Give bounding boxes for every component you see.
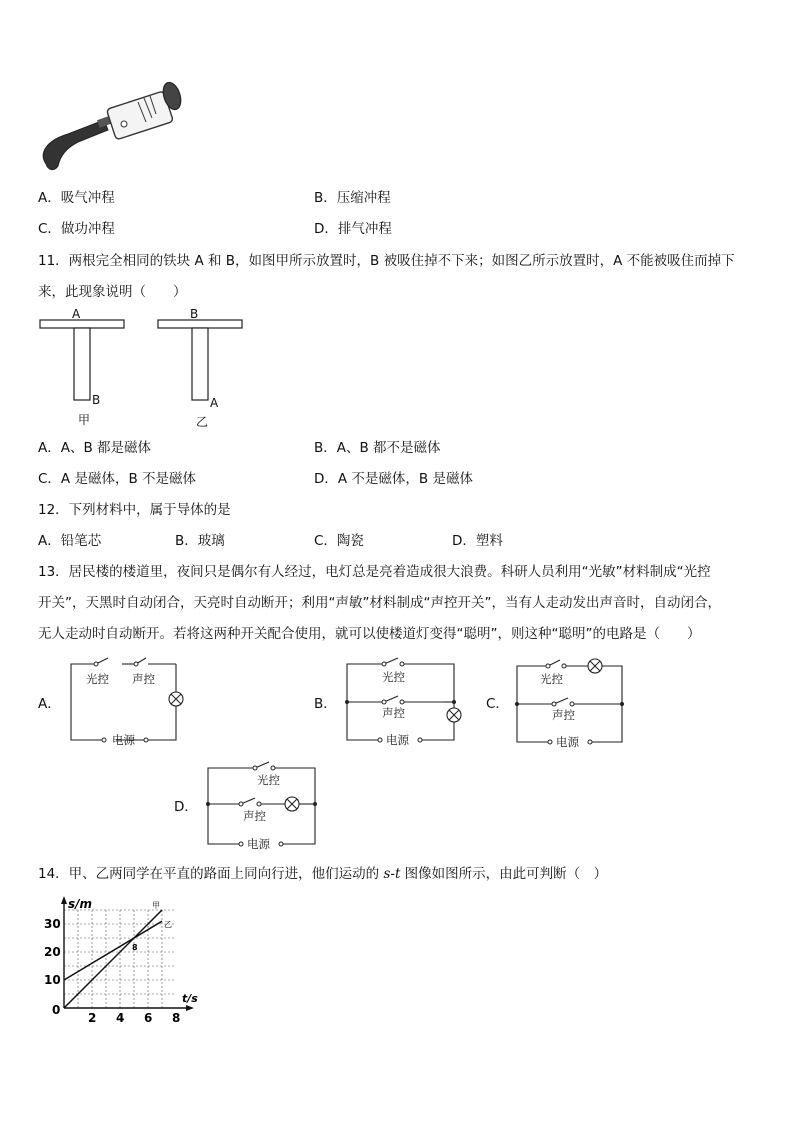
fig-jia-top-label: A	[72, 307, 81, 321]
circuit-c-light-label: 光控	[540, 672, 563, 686]
circuit-a[interactable]	[68, 656, 184, 748]
q11-option-c[interactable]: C．A 是磁体，B 不是磁体	[38, 471, 197, 487]
q12-option-b[interactable]: B．玻璃	[175, 533, 225, 549]
y-tick-label: 10	[44, 973, 61, 987]
q13-stem-line3: 无人走动时自动断开。若将这两种开关配合使用，就可以使楼道灯变得“聪明”，则这种“聪明”的电路是（ ）	[38, 626, 701, 642]
y-axis-label: s/m	[68, 897, 93, 911]
circuit-d-power-label: 电源	[247, 837, 270, 851]
q12-option-a[interactable]: A．铅笔芯	[38, 533, 102, 549]
y-axis-arrow	[61, 896, 67, 904]
q14-stem-post: 图像如图所示，由此可判断（ ）	[400, 866, 608, 882]
circuit-b-sound-label: 声控	[382, 706, 405, 720]
q11-stem-line2: 来，此现象说明（ ）	[38, 284, 187, 300]
circuit-d-sound-label: 声控	[243, 809, 266, 823]
magnet-figure	[36, 306, 256, 430]
x-tick-label: 6	[144, 1011, 153, 1025]
y-tick-label: 20	[44, 945, 61, 959]
q13-stem-line2: 开关”，天黑时自动闭合，天亮时自动断开；利用“声敏”材料制成“声控开关”，当有人走动发出声音时，自动闭合，	[38, 595, 721, 611]
q11-option-b[interactable]: B．A、B 都不是磁体	[314, 440, 441, 456]
x-tick-label: 2	[88, 1011, 97, 1025]
circuit-b-light-label: 光控	[382, 670, 405, 684]
intersection-label: 8	[132, 943, 138, 952]
q10-option-c[interactable]: C．做功冲程	[38, 221, 115, 237]
fig-yi-caption: 乙	[196, 415, 209, 429]
q14-stem-pre: 14．甲、乙两同学在平直的路面上同向行进，他们运动的	[38, 866, 384, 882]
q13-option-b-label[interactable]: B．	[314, 696, 337, 712]
q10-option-a[interactable]: A．吸气冲程	[38, 190, 115, 206]
q13-option-a-label[interactable]: A．	[38, 696, 61, 712]
engine-illustration	[38, 82, 198, 177]
q11-option-a[interactable]: A．A、B 都是磁体	[38, 440, 152, 456]
series-jia-label: 甲	[152, 901, 160, 910]
q13-stem-line1: 13．居民楼的楼道里，夜间只是偶尔有人经过，电灯总是亮着造成很大浪费。科研人员利用“光敏”材料制成“光控	[38, 564, 711, 580]
x-axis-label: t/s	[182, 992, 198, 1005]
circuit-d-light-label: 光控	[257, 773, 280, 787]
circuit-b-power-label: 电源	[386, 733, 409, 747]
circuit-c-sound-label: 声控	[552, 708, 575, 722]
circuit-d[interactable]	[205, 762, 321, 854]
q10-option-d[interactable]: D．排气冲程	[314, 221, 392, 237]
q11-option-d[interactable]: D．A 不是磁体，B 是磁体	[314, 471, 473, 487]
x-tick-label: 4	[116, 1011, 125, 1025]
fig-yi-top-label: B	[190, 307, 199, 321]
circuit-a-light-label: 光控	[86, 672, 109, 686]
q10-option-b[interactable]: B．压缩冲程	[314, 190, 391, 206]
circuit-a-sound-label: 声控	[132, 672, 155, 686]
circuit-c[interactable]	[514, 658, 630, 750]
y-tick-label: 30	[44, 917, 61, 931]
x-axis-arrow	[186, 1005, 194, 1011]
fig-yi-bottom-label: A	[210, 396, 219, 410]
q13-option-d-label[interactable]: D．	[174, 799, 198, 815]
series-yi-line	[64, 921, 162, 980]
q12-option-c[interactable]: C．陶瓷	[314, 533, 364, 549]
circuit-a-power-label: 电源	[112, 733, 135, 747]
q11-stem-line1: 11．两根完全相同的铁块 A 和 B，如图甲所示放置时，B 被吸住掉不下来；如图乙所示放置时，A 不能被吸住而掉下	[38, 253, 735, 269]
circuit-b[interactable]	[344, 656, 460, 748]
fig-jia-bottom-label: B	[92, 393, 101, 407]
q14-stem-var: s-t	[383, 866, 401, 882]
origin-label: 0	[52, 1003, 61, 1017]
q14-stem	[38, 862, 607, 882]
series-jia-line	[64, 910, 162, 1008]
fig-jia-caption: 甲	[78, 413, 91, 427]
q13-option-c-label[interactable]: C．	[486, 696, 509, 712]
circuit-c-power-label: 电源	[556, 735, 579, 749]
x-tick-label: 8	[172, 1011, 181, 1025]
st-chart	[36, 896, 216, 1026]
q12-stem: 12．下列材料中，属于导体的是	[38, 502, 231, 518]
q12-option-d[interactable]: D．塑料	[452, 533, 503, 549]
series-yi-label: 乙	[164, 920, 172, 930]
